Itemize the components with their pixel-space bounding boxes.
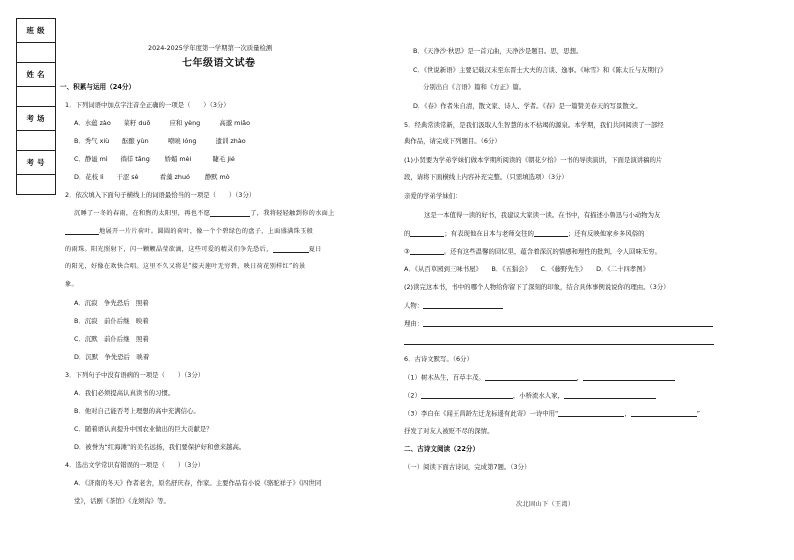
q1-option-c[interactable]: C．静谧 mì 徜徉 tǎng 娇媚 mèi 睫毛 jié — [74, 155, 235, 163]
q6-blank-4[interactable] — [564, 392, 656, 399]
person-input[interactable] — [423, 302, 503, 309]
q4-option-a-line-1[interactable]: A．《济南的冬天》作者老舍，原名舒庆春，作家。主要作品有小说《骆驼祥子》《四世同 — [74, 479, 322, 487]
q3-option-a[interactable]: A．我们必须提高认真读书的习惯。 — [74, 389, 175, 397]
q2-option-a[interactable]: A．沉寂 争先恐后 照着 — [74, 299, 149, 307]
q5-sub2: (2)读完这本书，书中的哪个人物给你留下了深刻的印象，结合具体事例说说你的理由。（3分） — [404, 283, 670, 291]
q6-line-4: 抒发了对友人被贬不尽的深情。 — [404, 427, 494, 435]
q2-passage-line-3: 的雨珠。阳光照射下，闪一颗颗晶莹欲滴，这些可爱的精灵们争先恐后， 夏日 — [65, 245, 322, 253]
id-label: 考号 — [17, 151, 56, 175]
q6-line-1: （1）树木丛生，百草丰茂。 ， — [404, 374, 675, 381]
q4-option-c-line-2[interactable]: 分别出自《言语》篇和《方正》篇。 — [423, 83, 526, 91]
q6-blank-5[interactable] — [558, 410, 624, 417]
person-row: 人物： — [404, 302, 503, 309]
q4-option-a-line-2[interactable]: 堂》，话剧《茶馆》《龙须沟》等。 — [74, 497, 170, 505]
reason-input-1[interactable] — [423, 320, 713, 327]
q2-passage-line-2: 地展开一片片荷叶。圆圆的荷叶，像一个个碧绿色的盘子，上面盛满珠玉般 — [65, 228, 313, 235]
name-blank[interactable] — [17, 87, 56, 107]
q1-option-d[interactable]: D．花枝 lì 干涩 sè 看藻 zhuó 静默 mò — [74, 173, 230, 181]
class-label: 班级 — [17, 19, 56, 43]
q2-option-c[interactable]: C．沉默 前仆后继 照着 — [74, 335, 149, 343]
q3-option-c[interactable]: C．随着语认真提升中国农业做出的巨大贡献是？ — [74, 425, 213, 433]
q2-blank-1[interactable] — [210, 210, 250, 217]
speech-blank-1[interactable] — [410, 230, 444, 237]
q3-stem: 3．下列句子中没有语病的一项是（ ）（3分） — [65, 371, 205, 379]
q4-option-b[interactable]: B．《天净沙·秋思》是一首元曲，天净沙是题目。思，思想。 — [413, 47, 583, 55]
q6-line-3: （3）李白在《闻王昌龄左迁龙标遥有此寄》一诗中用“ ， ” — [404, 409, 701, 418]
q5-sub1-line-2: 段，请将下面横线上内容补充完整。（只需填选项）（3分） — [404, 173, 568, 181]
q2-passage-line-5: 象。 — [65, 281, 78, 288]
q4-option-d[interactable]: D．《春》作者朱自清，散文家、诗人、学者。《春》是一篇赞美春天的写景散文。 — [413, 102, 642, 110]
q4-option-c-line-1[interactable]: C．《世说新语》主要记载汉末至东晋士大夫的言谈、逸事。《咏雪》和《陈太丘与友期行》 — [413, 66, 667, 74]
section-1-heading: 一、积累与运用（24分） — [60, 83, 136, 91]
section-2-sub-1: （一）阅读下面古诗词，完成第7题。（3分） — [404, 463, 531, 471]
q1-stem: 1．下列词语中加点字注音全正确的一项是（ ）（3分） — [65, 101, 230, 109]
q4-stem: 4．选出文学常识有错误的一项是（ ）（3分） — [65, 461, 205, 469]
q5-stem-line-1: 5．经典常读常新，是我们汲取人生智慧的永不枯竭的源泉。本学期，我们共同阅读了一部经 — [404, 121, 664, 129]
exam-title: 七年级语文试卷 — [182, 58, 256, 69]
class-blank[interactable] — [17, 43, 56, 63]
q2-passage-line-4: 的阳光，好像在欢快合唱。这里不久又将是“接天莲叶无穷碧，映日荷花别样红”的景 — [65, 263, 306, 270]
q5-sub1-line-1: (1)小贤要为学弟学妹们做本学期所阅读的《朝花夕拾》一书的导读演讲，下面是演讲稿的片 — [404, 156, 663, 164]
q6-blank-2[interactable] — [583, 374, 675, 381]
q2-option-b[interactable]: B．沉寂 前仆后继 映着 — [74, 317, 149, 325]
speech-line-2: 的 ；有表现他在日本与老师交往的 ；还有反映他家乡多风俗的 — [404, 229, 645, 238]
name-label: 姓名 — [17, 63, 56, 87]
reason-row: 理由： — [404, 320, 713, 327]
student-info-table — [16, 18, 56, 195]
speech-blank-2[interactable] — [534, 230, 568, 237]
poem-title: 次北固山下（王湾） — [516, 501, 575, 508]
q6-stem: 6．古诗文默写。（6分） — [404, 355, 473, 363]
q3-option-d[interactable]: D．被誉为“红海滩”的美名远扬，我们要保护好和愈来越高。 — [74, 443, 246, 451]
exam-subtitle: 2024-2025学年度第一学期第一次质量检测 — [148, 44, 273, 52]
speech-line-1: 这是一本值得一读的好书，我建议大家读一读。在书中，有描述小鲁迅与小动物为友 — [424, 211, 661, 219]
q6-blank-6[interactable] — [631, 410, 697, 417]
q5-options[interactable]: A．《从百草园到三味书屋》 B．《五猖会》 C．《藤野先生》 D．《二十四孝图》 — [404, 265, 649, 273]
reason-row-2 — [404, 338, 714, 345]
q2-blank-3[interactable] — [273, 246, 309, 253]
q2-option-d[interactable]: D．沉默 争先恐后 映着 — [74, 353, 150, 361]
q2-passage-line-1: 沉睡了一冬的春雨，在和煦的太阳里，再也不愿 了，我将轻轻触到你的水面上 — [74, 209, 335, 217]
room-blank[interactable] — [17, 131, 56, 151]
q2-blank-2[interactable] — [65, 228, 99, 235]
room-label: 考场 — [17, 107, 56, 131]
q6-line-2: （2） ，小桥流水人家， — [404, 392, 656, 399]
id-blank[interactable] — [17, 175, 56, 195]
q3-option-b[interactable]: B．他对自己能否考上理想的高中充满信心。 — [74, 407, 200, 415]
reason-input-2[interactable] — [404, 338, 714, 345]
q6-blank-1[interactable] — [485, 374, 577, 381]
speech-line-3: ③ 。还有这些温馨的回忆里，蕴含着深沉的情感和理性的批判，令人回味无穷。 — [404, 247, 662, 256]
speech-blank-3[interactable] — [410, 248, 444, 255]
section-2-heading: 二、古诗文阅读（22分） — [404, 445, 480, 453]
q2-stem: 2．依次填入下面句子横线上的词语最恰当的一项是（ ）（3分） — [65, 191, 256, 199]
speech-greeting: 亲爱的学弟学妹们： — [404, 192, 462, 200]
q1-option-a[interactable]: A．水蕴 zào 菜籽 duō 应和 yèng 高邈 miǎo — [74, 119, 250, 127]
q1-option-b[interactable]: B．秀气 xiù 酝酿 yùn 嘹喨 lóng 遗训 zhào — [74, 137, 246, 145]
q6-blank-3[interactable] — [421, 392, 513, 399]
q5-stem-line-2: 典作品，请完成下列题目。（6分） — [404, 137, 501, 145]
